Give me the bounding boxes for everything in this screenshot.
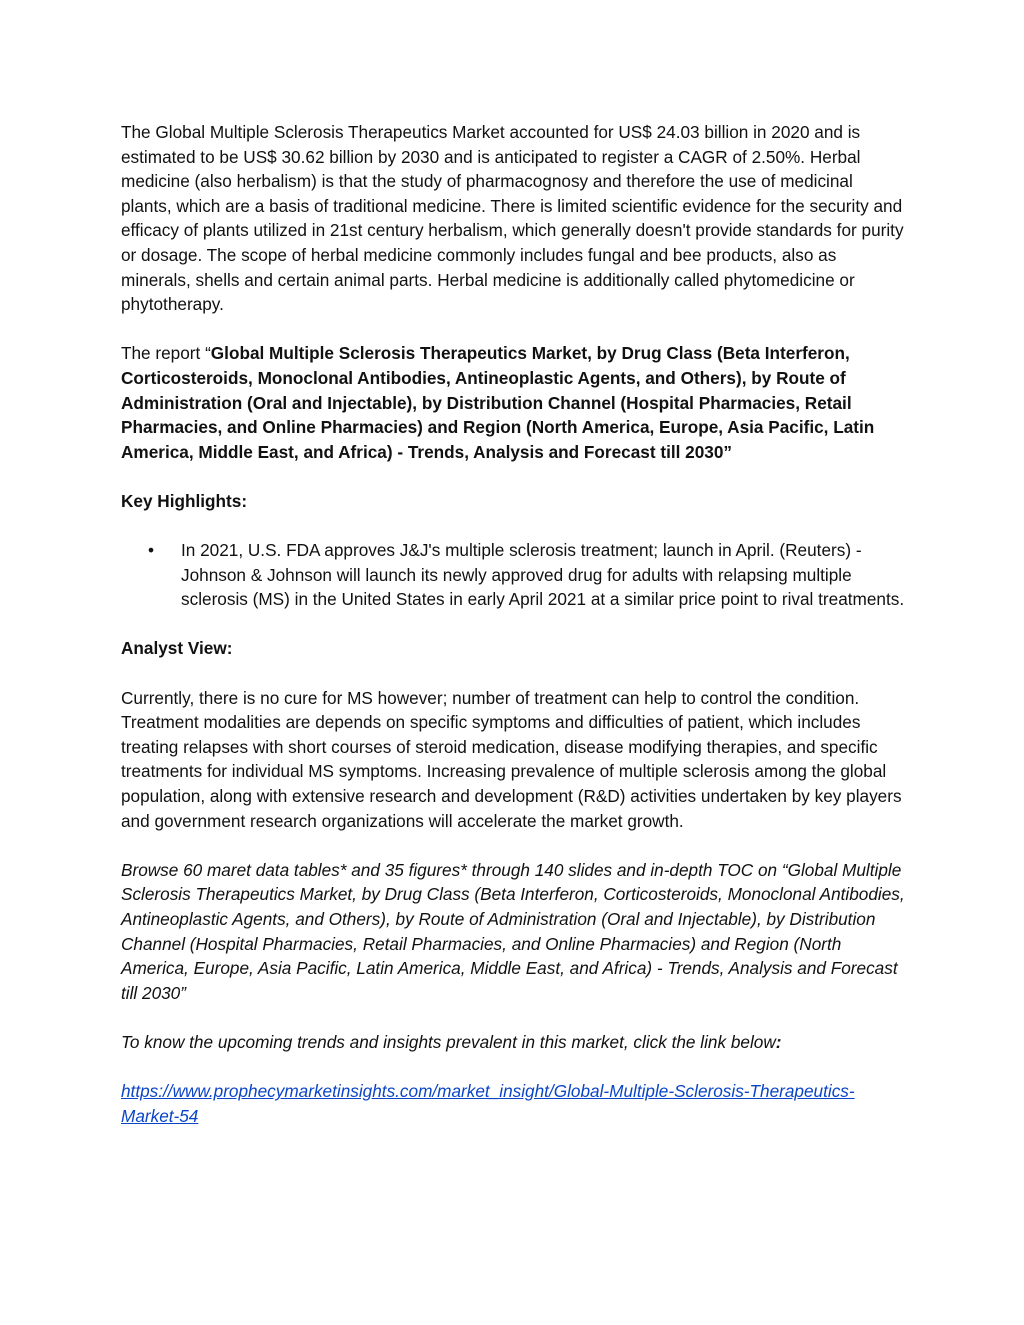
report-title: Global Multiple Sclerosis Therapeutics Market, by Drug Class (Beta Interferon, Corticosteroids, Monoclonal Antibodies, Antineoplastic Agents, and Others), by Route of Administration (Oral and Injectable), by Distribution Channel (Hospital Pharmacies, Retail Pharmacies, and Online Pharmacies) and Region (North America, Europe, Asia Pacific, Latin America, Middle East, and Africa) - Trends, Analysis and Forecast till 2030” bbox=[121, 343, 875, 462]
cta-paragraph bbox=[121, 1030, 906, 1055]
report-link[interactable]: https://www.prophecymarketinsights.com/market_insight/Global-Multiple-Sclerosis-Therapeutics-Market-54 bbox=[121, 1081, 855, 1126]
analyst-view-heading: Analyst View: bbox=[121, 638, 233, 659]
highlight-text: In 2021, U.S. FDA approves J&J's multiple sclerosis treatment; launch in April. (Reuters) - Johnson & Johnson will launch its newly approved drug for adults with relapsing multiple sclerosis (MS) in the United States in early April 2021 at a similar price point to rival treatments. bbox=[181, 540, 905, 610]
key-highlights-heading: Key Highlights: bbox=[121, 490, 248, 511]
cta-text: To know the upcoming trends and insights prevalent in this market, click the link below bbox=[121, 1031, 776, 1052]
intro-paragraph: The Global Multiple Sclerosis Therapeutics Market accounted for US$ 24.03 billion in 2020 and is estimated to be US$ 30.62 billion by 2030 and is anticipated to register a CAGR of 2.50%. Herbal medicine (also herbalism) is that the study of pharmacognosy and therefore the use of medicinal plants, which are a basis of traditional medicine. There is limited scientific evidence for the security and efficacy of plants utilized in 21st century herbalism, which generally doesn't provide standards for purity or dosage. The scope of herbal medicine commonly includes fungal and bee products, also as minerals, shells and certain animal parts. Herbal medicine is additionally called phytomedicine or phytotherapy. bbox=[121, 122, 904, 315]
key-highlights-list bbox=[121, 538, 906, 612]
list-item bbox=[121, 538, 906, 612]
document-page bbox=[121, 120, 906, 1153]
analyst-view-paragraph: Currently, there is no cure for MS however; number of treatment can help to control the condition. Treatment modalities are depends on specific symptoms and difficulties of patient, which includes treating relapses with short courses of steroid medication, disease modifying therapies, and specific treatments for individual MS symptoms. Increasing prevalence of multiple sclerosis among the global population, along with extensive research and development (R&D) activities undertaken by key players and government research organizations will accelerate the market growth. bbox=[121, 687, 902, 831]
cta-colon: : bbox=[775, 1031, 782, 1052]
report-prefix: The report “ bbox=[121, 343, 211, 364]
link-paragraph bbox=[121, 1079, 906, 1128]
report-paragraph bbox=[121, 341, 906, 464]
bullet-icon: • bbox=[148, 540, 155, 561]
browse-paragraph: Browse 60 maret data tables* and 35 figures* through 140 slides and in-depth TOC on “Global Multiple Sclerosis Therapeutics Market, by Drug Class (Beta Interferon, Corticosteroids, Monoclonal Antibodies, Antineoplastic Agents, and Others), by Route of Administration (Oral and Injectable), by Distribution Channel (Hospital Pharmacies, Retail Pharmacies, and Online Pharmacies) and Region (North America, Europe, Asia Pacific, Latin America, Middle East, and Africa) - Trends, Analysis and Forecast till 2030” bbox=[121, 859, 905, 1003]
